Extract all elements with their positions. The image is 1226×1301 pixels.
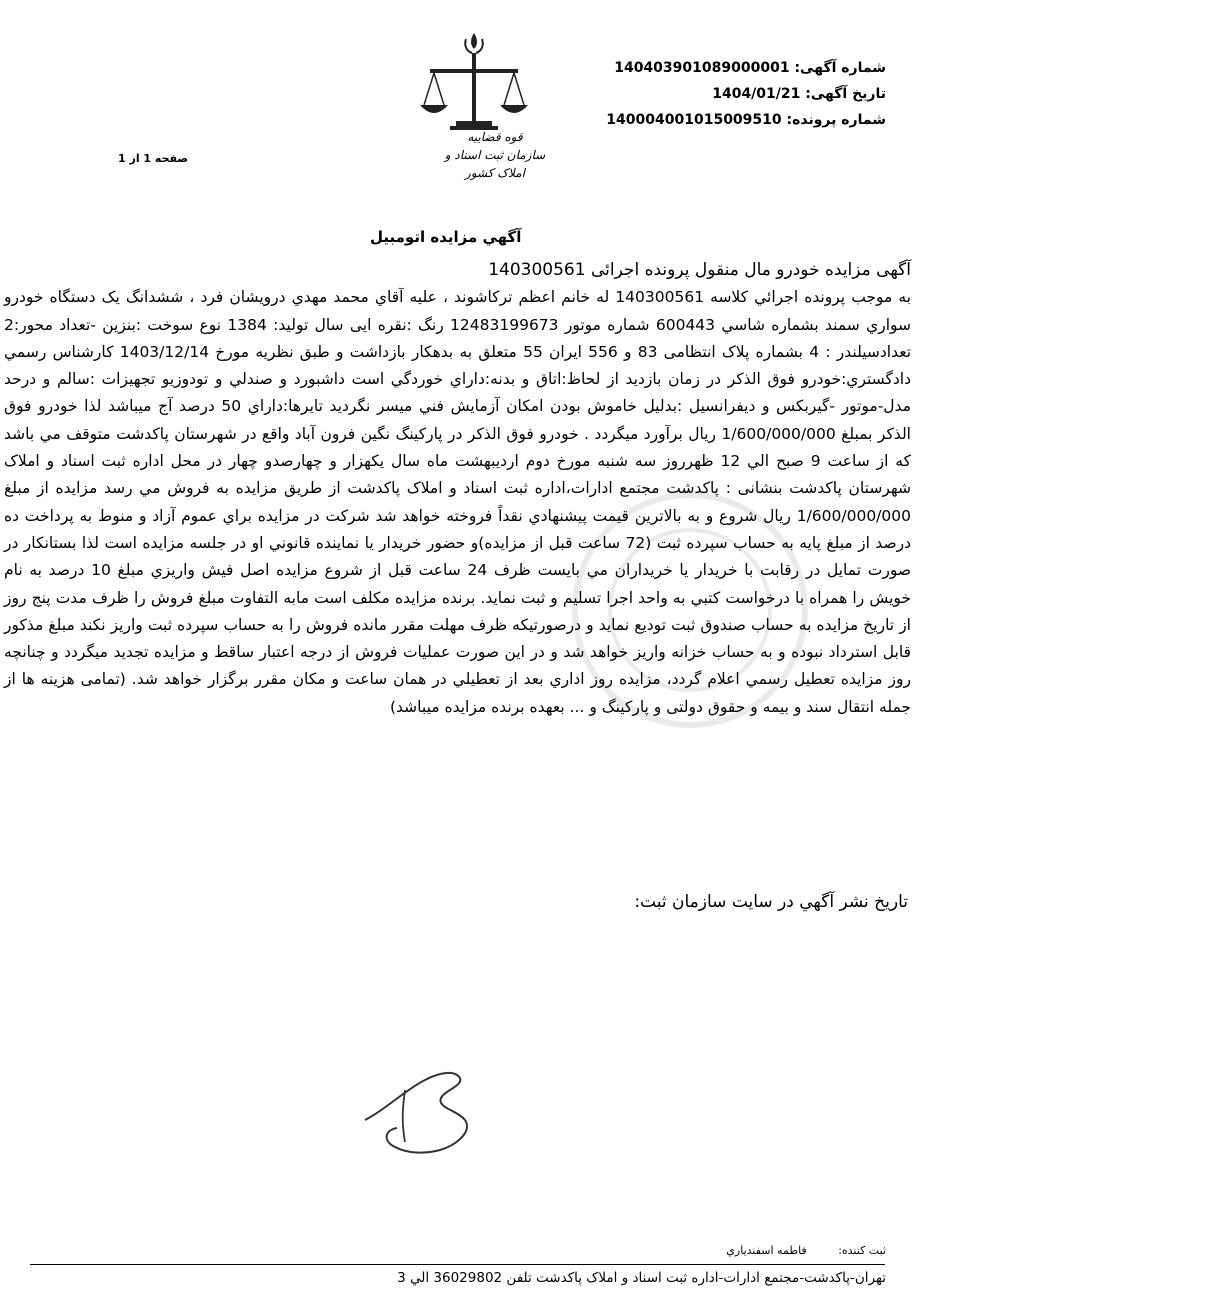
page-indicator: صفحه 1 از 1 (118, 152, 189, 165)
case-number-row (606, 107, 886, 133)
signature (345, 1050, 495, 1165)
case-number-label: شماره پرونده: (786, 112, 886, 128)
notice-date-value: 1404/01/21 (712, 86, 801, 102)
registrar-label: ثبت كننده: (838, 1244, 886, 1257)
handwritten-signature-icon (345, 1050, 495, 1165)
notice-number-label: شماره آگهی: (794, 60, 886, 76)
notice-body (4, 257, 911, 721)
footer-divider (30, 1264, 885, 1265)
notice-date-row (606, 81, 886, 107)
logo-caption (440, 128, 550, 182)
publication-date-label: تاريخ نشر آگهي در سايت سازمان ثبت: (634, 892, 908, 912)
notice-body-paragraph: به موجب پرونده اجرائي كلاسه 140300561 له خانم اعظم تركاشوند ، عليه آقاي محمد مهدي درويشان فرد ، ششدانگ يک دستگاه خودرو سواري سمند بشماره شاسي 600443 شماره موتور 12483199673 رنگ :نقره ایی سال توليد: 1384 نوع سوخت :بنزین -تعداد محور:2 تعدادسیلندر : 4 بشماره پلاک انتظامی 83 و 556 ایران 55 متعلق به بدهكار بازداشت و طبق نظريه مورخ 1403/12/14 كارشناس رسمي دادگستري:خودرو فوق الذكر در زمان بازديد از لحاظ:اتاق و بدنه:داراي خوردگي است داشبورد و صندلي و تودوزيو تجهيزات :سالم و درحد مدل-موتور -گيربكس و ديفرانسيل :بدليل خاموش بودن امكان آزمايش فني ميسر نگرديد تايرها:داراي 50 درصد آج ميباشد لذا خودرو فوق الذكر بمبلغ 1/600/000/000 ريال برآورد ميگردد . خودرو فوق الذکر در پارکینگ نگین فرون آباد واقع در شهرستان پاکدشت متوقف مي باشد که از ساعت 9 صبح الي 12 ظهرروز سه شنبه مورخ دوم ارديبهشت ماه سال يكهزار و چهارصدو چهار در محل اداره ثبت اسناد و املاک شهرستان پاکدشت بنشانی : پاکدشت مجتمع ادارات،اداره ثبت اسناد و املاک پاکدشت از طريق مزايده به فروش مي رسد مزايده از مبلغ 1/600/000/000 ريال شروع و به بالاترين قيمت پيشنهادي نقداً فروخته خواهد شد شركت در مزايده براي عموم آزاد و منوط به پرداخت ده درصد از مبلغ پايه به حساب سپرده ثبت (72 ساعت قبل از مزايده)و حضور خريدار يا نماينده قانوني او در جلسه مزايده است لذا بستانکار در صورت تمايل در رقابت با خريدار يا خريداران مي بايست ظرف 24 ساعت قبل از شروع مزايده اصل فيش واريزي مبلغ 10 درصد به نام خويش را همراه با درخواست کتبي به واحد اجرا تسليم و ثبت نمايد. برنده مزايده مكلف است مابه التفاوت مبلغ فروش را ظرف مدت پنج روز از تاريخ مزايده به حساب صندوق ثبت توديع نمايد و درصورتيكه ظرف مهلت مقرر مانده فروش را به حساب سپرده ثبت واريز نكند مبلغ مذكور قابل استرداد نبوده و به حساب خزانه واريز خواهد شد و در اين صورت عمليات فروش از درجه اعتبار ساقط و مزايده تجديد ميگردد و چنانچه روز مزايده تعطيل رسمي اعلام گردد، مزايده روز اداري بعد از تعطيلي در همان ساعت و مكان مقرر برگزار خواهد شد. (تمامی هزینه ها از جمله انتقال سند و بیمه و حقوق دولتی و پارکینگ و ... بعهده برنده مزایده میباشد) (4, 288, 912, 716)
registrar-row (726, 1244, 886, 1257)
notice-title: آگهي مزايده اتومبيل (370, 228, 522, 246)
notice-number-value: 140403901089000001 (614, 60, 790, 76)
registrar-name: فاطمه اسفندياري (726, 1244, 807, 1257)
notice-date-label: تاریخ آگهی: (805, 86, 886, 102)
notice-number-row (606, 55, 886, 81)
case-number-value: 140004001015009510 (606, 112, 782, 128)
notice-heading-line: آگهی مزایده خودرو مال منقول پرونده اجرائی 140300561 (488, 260, 911, 280)
header-meta (606, 55, 886, 133)
logo-org-line1: قوه قضاییه (467, 130, 523, 144)
logo-org-line2: سازمان ثبت اسناد و املاک کشور (444, 148, 546, 180)
footer-address: تهران-پاکدشت-مجتمع ادارات-اداره ثبت اسناد و املاک پاکدشت تلفن 36029802 الي 3 (397, 1270, 886, 1286)
